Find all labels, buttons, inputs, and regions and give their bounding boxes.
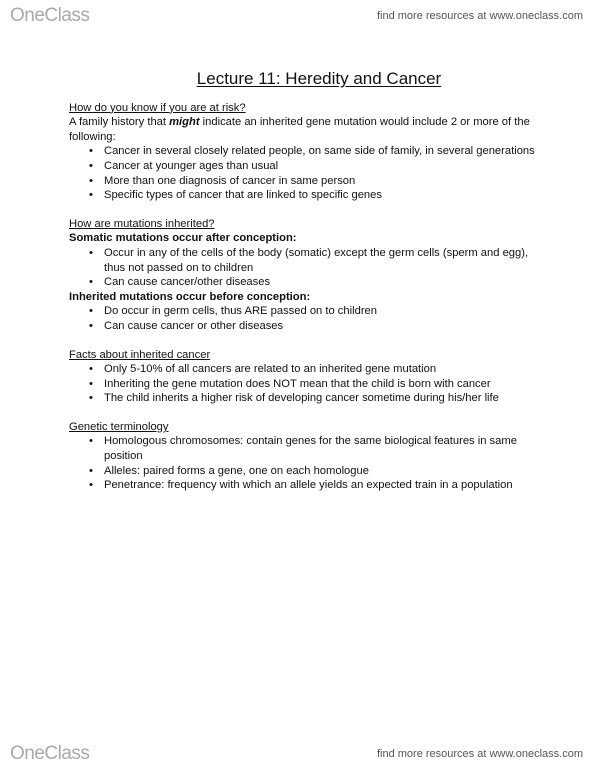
list-item: • Can cause cancer or other diseases (104, 319, 539, 334)
somatic-list (69, 246, 539, 290)
oneclass-logo: OneClass (10, 5, 90, 26)
section-heading-risk: How do you know if you are at risk? (69, 101, 246, 114)
section-heading-facts: Facts about inherited cancer (69, 348, 211, 361)
footer-resources-link[interactable]: find more resources at www.oneclass.com (376, 748, 583, 760)
risk-list (69, 144, 539, 202)
list-item: • The child inherits a higher risk of developing cancer sometime during his/her life (104, 391, 539, 406)
oneclass-logo-footer: OneClass (10, 743, 90, 764)
header-resources-link[interactable]: find more resources at www.oneclass.com (376, 10, 583, 22)
list-item: • Homologous chromosomes: contain genes for the same biological features in same position (104, 434, 539, 463)
risk-intro (69, 115, 539, 144)
header-logo[interactable] (10, 6, 89, 25)
risk-intro-emphasis: might (169, 116, 200, 129)
risk-intro-a: A family history that (69, 116, 170, 129)
list-item: • Cancer in several closely related people, on same side of family, in several generations (104, 144, 539, 159)
list-item: • Cancer at younger ages than usual (104, 159, 539, 174)
list-item: • Do occur in germ cells, thus ARE passed on to children (104, 304, 539, 319)
list-item: • Inheriting the gene mutation does NOT mean that the child is born with cancer (104, 377, 539, 392)
list-item: • More than one diagnosis of cancer in same person (104, 174, 539, 189)
document-body (69, 69, 539, 493)
list-item: • Penetrance: frequency with which an allele yields an expected train in a population (104, 478, 539, 493)
facts-list (69, 362, 539, 406)
list-item: • Specific types of cancer that are linked to specific genes (104, 188, 539, 203)
risk-intro-b: indicate an inherited gene mutation would include 2 or more of the following: (69, 116, 530, 143)
list-item: • Alleles: paired forms a gene, one on each homologue (104, 464, 539, 479)
terminology-list (69, 434, 539, 492)
list-item: • Only 5-10% of all cancers are related to an inherited gene mutation (104, 362, 539, 377)
subheading-somatic: Somatic mutations occur after conception: (69, 232, 297, 245)
section-heading-terminology: Genetic terminology (69, 420, 169, 433)
footer-logo[interactable] (10, 744, 89, 763)
inherited-list (69, 304, 539, 333)
page-title: Lecture 11: Heredity and Cancer (196, 69, 442, 88)
section-heading-mutations: How are mutations inherited? (69, 217, 215, 230)
subheading-inherited: Inherited mutations occur before conception: (69, 290, 311, 303)
list-item: • Can cause cancer/other diseases (104, 275, 539, 290)
list-item: • Occur in any of the cells of the body (somatic) except the germ cells (sperm and egg), thus not passed on to children (104, 246, 539, 275)
